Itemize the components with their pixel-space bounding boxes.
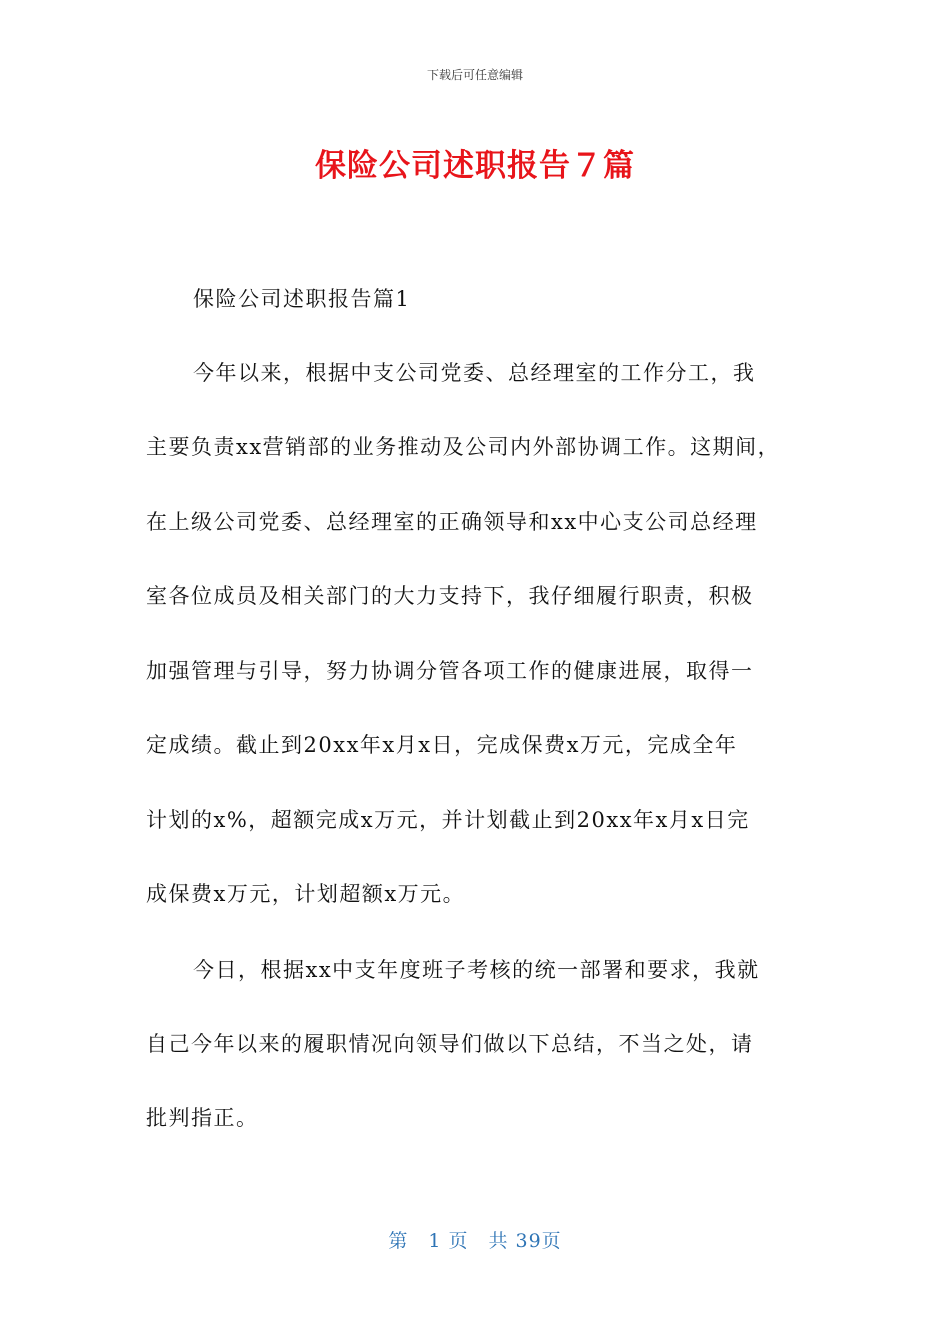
paragraph-line: 批判指正。 <box>146 1106 259 1130</box>
document-title: 保险公司述职报告７篇 <box>315 148 635 184</box>
paragraph-line: 定成绩。截止到20xx年x月x日，完成保费x万元，完成全年 <box>146 733 738 757</box>
header-note: 下载后可任意编辑 <box>426 68 523 82</box>
paragraph-line: 成保费x万元，计划超额x万元。 <box>146 882 466 906</box>
paragraph-line: 自己今年以来的履职情况向领导们做以下总结，不当之处，请 <box>146 1032 754 1056</box>
paragraph-line: 今年以来，根据中支公司党委、总经理室的工作分工，我 <box>193 361 756 385</box>
paragraph-line: 主要负责xx营销部的业务推动及公司内外部协调工作。这期间， <box>146 435 781 459</box>
page-footer: 第 1 页 共 39页 <box>388 1230 562 1252</box>
paragraph-line: 今日，根据xx中支年度班子考核的统一部署和要求，我就 <box>193 958 760 982</box>
paragraph-line: 在上级公司党委、总经理室的正确领导和xx中心支公司总经理 <box>146 510 758 534</box>
paragraph-line: 室各位成员及相关部门的大力支持下，我仔细履行职责，积极 <box>146 584 754 608</box>
section-heading: 保险公司述职报告篇1 <box>193 287 411 311</box>
paragraph-line: 计划的x%，超额完成x万元，并计划截止到20xx年x月x日完 <box>146 808 750 832</box>
paragraph-line: 加强管理与引导，努力协调分管各项工作的健康进展，取得一 <box>146 659 754 683</box>
